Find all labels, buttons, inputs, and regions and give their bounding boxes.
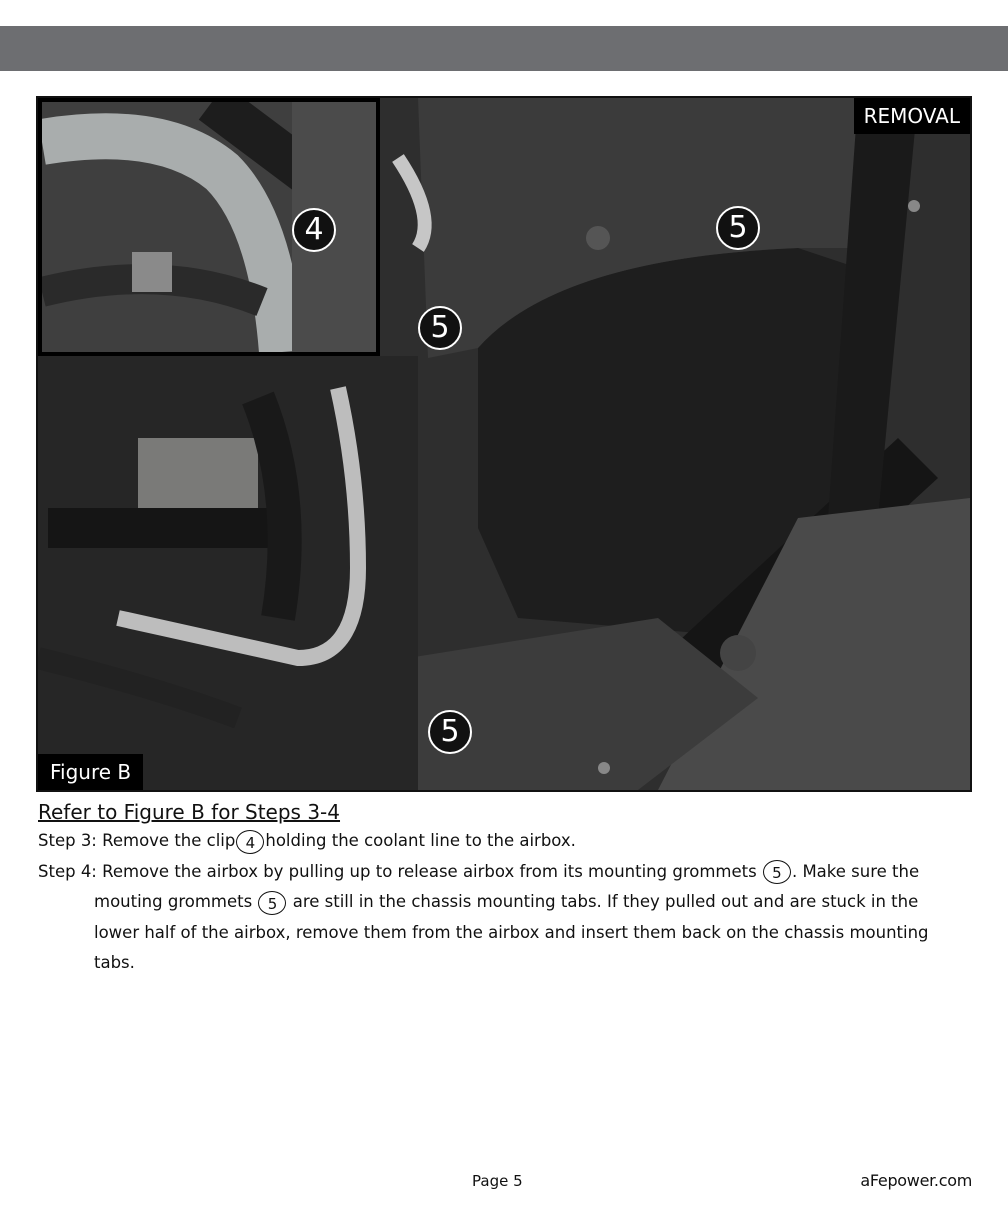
step-3-label: Step 3: — [38, 831, 97, 850]
steps-list — [38, 826, 938, 979]
callout-grommet-top: 5 — [716, 206, 760, 250]
removal-label: REMOVAL — [854, 98, 970, 134]
callout-grommet-bottom: 5 — [428, 710, 472, 754]
callout-clip-4: 4 — [292, 208, 336, 252]
step-3-text-after: holding the coolant line to the airbox. — [265, 831, 576, 850]
website-url: aFepower.com — [860, 1171, 972, 1190]
step-4-text-after: are still in the chassis mounting tabs. If they pulled out and are stuck in the lower half of the airbox, remove them from the airbox and insert them back on the chassis mounting tabs. — [94, 892, 929, 972]
steps-heading: Refer to Figure B for Steps 3-4 — [38, 800, 341, 824]
step-4 — [38, 857, 938, 979]
step-4-text-before: Remove the airbox by pulling up to release airbox from its mounting grommets — [102, 861, 757, 881]
step-4-label: Step 4: — [38, 861, 97, 881]
figure-label: Figure B — [38, 754, 143, 790]
step-4-text-middle: . Make sure the mouting grommets — [94, 861, 920, 911]
page-number: Page 5 — [472, 1172, 523, 1190]
step-3-ref: 4 — [236, 830, 264, 854]
callout-grommet-middle: 5 — [418, 306, 462, 350]
header-band — [0, 26, 1008, 71]
step-3 — [38, 826, 938, 857]
figure-b-photo — [36, 96, 972, 792]
step-4-ref-1: 5 — [763, 860, 791, 884]
step-3-text-before: Remove the clip — [102, 831, 236, 850]
step-4-ref-2: 5 — [258, 891, 286, 915]
